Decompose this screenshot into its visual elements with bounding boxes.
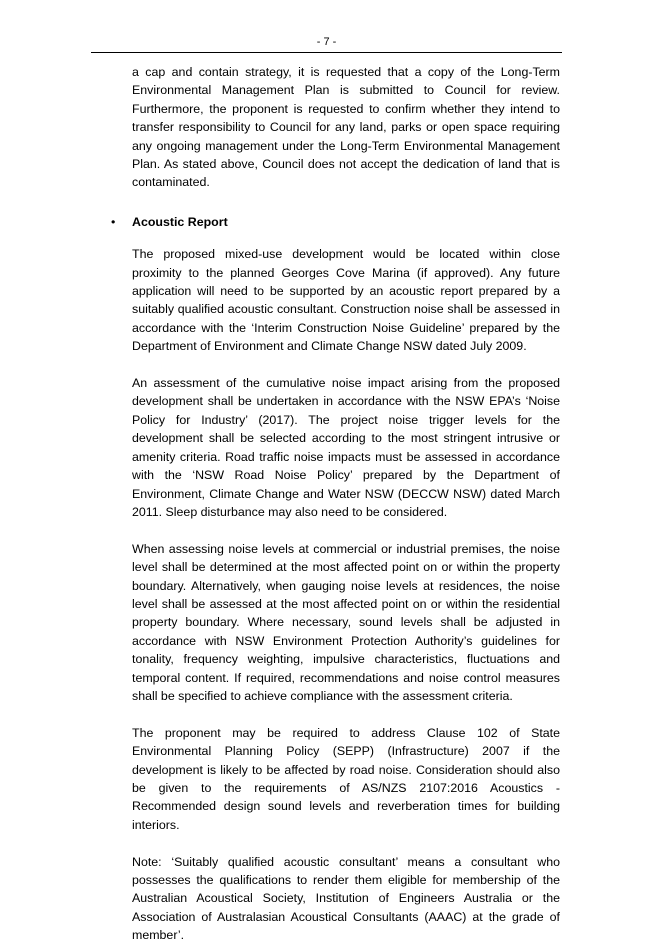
page-number: - 7 - bbox=[316, 36, 337, 48]
paragraph: The proposed mixed-use development would be located within close proximity to the planned Georges Cove Marina (if approved). Any future application will need to be supported by an acoustic report prepared by a suitably qualified acoustic consultant. Construction noise shall be assessed in accordance with the ‘Interim Construction Noise Guideline’ prepared by the Department of Environment and Climate Change NSW dated July 2009. bbox=[132, 247, 560, 354]
bullet-icon: • bbox=[111, 214, 116, 229]
note-paragraph: Note: ‘Suitably qualified acoustic consultant’ means a consultant who possesses the qualifications to render them eligible for membership of the Australian Acoustical Society, Institution of Engineers Australia or the Association of Australasian Acoustical Consultants (AAAC) at the grade of member’. bbox=[132, 854, 560, 943]
paragraph: An assessment of the cumulative noise impact arising from the proposed development shall be undertaken in accordance with the NSW EPA’s ‘Noise Policy for Industry’ (2017). The project noise trigger levels for the development shall be selected according to the most stringent intrusive or amenity criteria. Road traffic noise impacts must be assessed in accordance with the ‘NSW Road Noise Policy’ prepared by the Department of Environment, Climate Change and Water NSW (DECCW NSW) dated March 2011. Sleep disturbance may also need to be considered. bbox=[132, 376, 560, 519]
section-heading-acoustic-report bbox=[111, 213, 560, 231]
document-body bbox=[111, 63, 560, 945]
header-divider bbox=[91, 52, 562, 53]
section-heading-text: Acoustic Report bbox=[132, 214, 228, 229]
intro-paragraph: a cap and contain strategy, it is requested that a copy of the Long-Term Environmental Management Plan is submitted to Council for review. Furthermore, the proponent is requested to confirm whether they intend to transfer responsibility to Council for any land, parks or open space requiring any ongoing management under the Long-Term Environmental Management Plan. As stated above, Council does not accept the dedication of land that is contaminated. bbox=[132, 65, 560, 190]
paragraph: When assessing noise levels at commercial or industrial premises, the noise level shall be determined at the most affected point on or within the property boundary. Alternatively, when gauging noise levels at residences, the noise level shall be assessed at the most affected point on or within the residential property boundary. Where necessary, sound levels shall be adjusted in accordance with NSW Environment Protection Authority’s guidelines for tonality, frequency weighting, impulsive characteristics, fluctuations and temporal content. If required, recommendations and noise control measures shall be specified to achieve compliance with the assessment criteria. bbox=[132, 541, 560, 703]
paragraph: The proponent may be required to address Clause 102 of State Environmental Planning Policy (SEPP) (Infrastructure) 2007 if the development is likely to be affected by road noise. Consideration should also be given to the requirements of AS/NZS 2107:2016 Acoustics - Recommended design sound levels and reverberation times for building interiors. bbox=[132, 725, 560, 832]
